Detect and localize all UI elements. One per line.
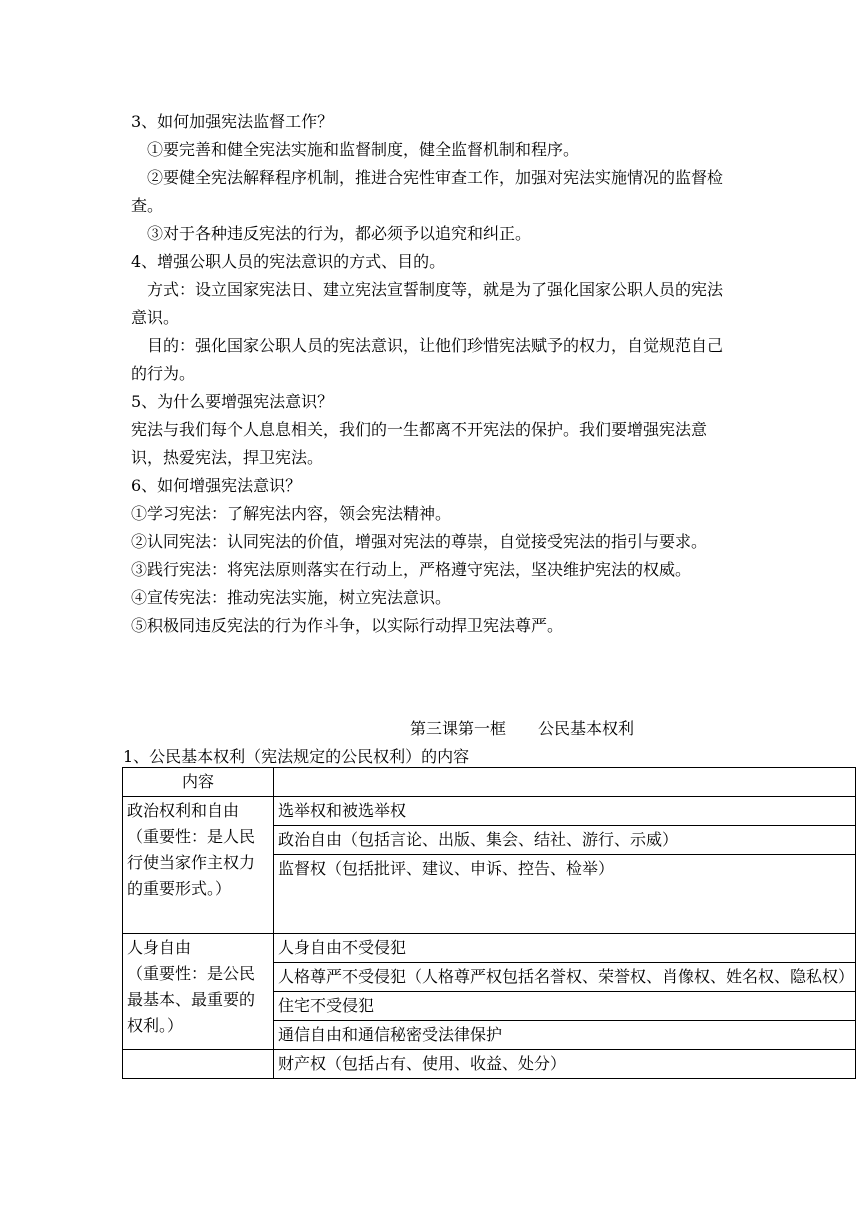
answer-3-item-3: ③对于各种违反宪法的行为，都必须予以追究和纠正。 [131, 224, 532, 243]
question-6-heading: 6、如何增强宪法意识？ [131, 476, 302, 495]
answer-6-item-2: ②认同宪法：认同宪法的价值，增强对宪法的尊崇，自觉接受宪法的指引与要求。 [131, 532, 708, 551]
table-cell: 选举权和被选举权 [274, 797, 856, 826]
answer-6-item-3: ③践行宪法：将宪法原则落实在行动上，严格遵守宪法，坚决维护宪法的权威。 [131, 560, 692, 579]
answer-6-item-4: ④宣传宪法：推动宪法实施，树立宪法意识。 [131, 588, 452, 607]
table-cell: 财产权（包括占有、使用、收益、处分） [274, 1050, 856, 1079]
table-cell: 住宅不受侵犯 [274, 992, 856, 1021]
table-cell [274, 768, 856, 797]
answer-4-purpose: 目的：强化国家公职人员的宪法意识，让他们珍惜宪法赋予的权力，自觉规范自己的行为。 [131, 336, 724, 383]
question-4-heading: 4、增强公职人员的宪法意识的方式、目的。 [131, 252, 446, 271]
table-header-cell: 内容 [123, 768, 274, 797]
table-cell: 人格尊严不受侵犯（人格尊严权包括名誉权、荣誉权、肖像权、姓名权、隐私权） [274, 963, 856, 992]
table-row [123, 1050, 856, 1079]
table-row [123, 934, 856, 963]
table-cell [123, 1050, 274, 1079]
text-block [131, 108, 731, 640]
answer-5: 宪法与我们每个人息息相关，我们的一生都离不开宪法的保护。我们要增强宪法意识，热爱宪法，捍卫宪法。 [131, 420, 708, 467]
table-cell: 监督权（包括批评、建议、申诉、控告、检举） [274, 855, 856, 934]
answer-6-item-1: ①学习宪法：了解宪法内容，领会宪法精神。 [131, 504, 452, 523]
category-note: （重要性：是公民最基本、最重要的权利。） [127, 964, 256, 1035]
table-row [123, 797, 856, 826]
answer-4-method: 方式：设立国家宪法日、建立宪法宣誓制度等，就是为了强化国家公职人员的宪法意识。 [131, 280, 724, 327]
answer-3-item-2: ②要健全宪法解释程序机制，推进合宪性审查工作，加强对宪法实施情况的监督检查。 [131, 168, 724, 215]
answer-6-item-5: ⑤积极同违反宪法的行为作斗争，以实际行动捍卫宪法尊严。 [131, 616, 564, 635]
table-cell: 通信自由和通信秘密受法律保护 [274, 1021, 856, 1050]
category-note: （重要性：是人民行使当家作主权力的重要形式。） [127, 827, 256, 898]
question-3-heading: 3、如何加强宪法监督工作？ [131, 112, 334, 131]
section-title: 第三课第一框 公民基本权利 [410, 719, 635, 738]
political-rights-category-cell [123, 797, 274, 934]
table-cell: 人身自由不受侵犯 [274, 934, 856, 963]
table-cell: 政治自由（包括言论、出版、集会、结社、游行、示威） [274, 826, 856, 855]
personal-freedom-category-cell [123, 934, 274, 1050]
answer-3-item-1: ①要完善和健全宪法实施和监督制度，健全监督机制和程序。 [131, 140, 580, 159]
category-label: 人身自由 [127, 938, 192, 957]
table-caption: 1、公民基本权利（宪法规定的公民权利）的内容 [123, 747, 470, 766]
question-5-heading: 5、为什么要增强宪法意识？ [131, 392, 334, 411]
table-row [123, 768, 856, 797]
rights-table [122, 767, 856, 1079]
category-label: 政治权利和自由 [127, 801, 240, 820]
